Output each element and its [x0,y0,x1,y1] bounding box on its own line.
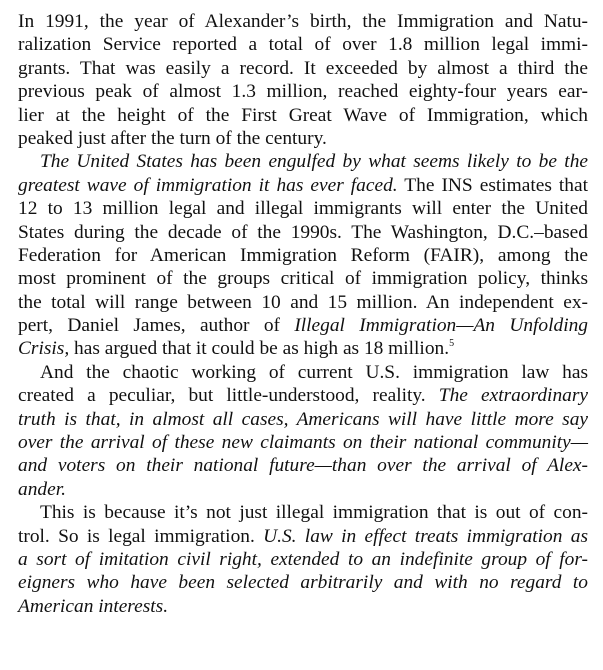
text-line [18,244,588,267]
italic-run: greatest wave of immigration it has ever faced. [18,174,398,196]
text-run: most prominent of the groups critical of immigration policy, thinks [18,268,588,290]
text-run: lier at the height of the First Great Wave of Immigration, which [18,104,588,126]
text-line [18,291,588,314]
text-run: trol. So is legal immigration. [18,525,264,547]
italic-run: a sort of imitation civil right, extended to an indefinite group of for- [18,548,588,570]
text-line [18,104,588,127]
italic-run: over the arrival of these new claimants on their national community— [18,432,588,454]
text-run: States during the decade of the 1990s. The Washington, D.C.–based [18,221,588,243]
text-line [18,501,588,524]
text-line [18,267,588,290]
text-line [18,525,588,548]
text-line [18,150,588,173]
text-run: And the chaotic working of current U.S. immigration law has [40,361,588,383]
book-title: Crisis, [18,338,70,360]
paragraph [18,10,588,150]
text-run: has argued that it could be as high as 18 million. [69,338,450,360]
text-run: In 1991, the year of Alexander’s birth, the Immigration and Natu- [18,11,588,32]
text-line [18,80,588,103]
italic-run: eigners who have been selected arbitrarily and with no regard to [18,572,588,594]
text-run: ralization Service reported a total of over 1.8 million legal immi- [18,34,588,56]
text-line [18,314,588,337]
text-line [18,127,588,150]
book-page [18,10,588,618]
paragraph [18,501,588,618]
text-line [18,454,588,477]
text-line [18,571,588,594]
text-run: Federation for American Immigration Reform (FAIR), among the [18,244,588,266]
italic-run: truth is that, in almost all cases, Americans will have little more say [18,408,588,430]
text-run: 12 to 13 million legal and illegal immigrants will enter the United [18,198,588,220]
text-run: peaked just after the turn of the century. [18,127,327,149]
text-run: pert, Daniel James, author of [18,315,295,337]
italic-run: American interests. [18,595,169,617]
text-line [18,478,588,501]
text-line [18,221,588,244]
text-line [18,174,588,197]
paragraph [18,150,588,361]
footnote-marker: 5 [449,338,455,350]
text-line [18,408,588,431]
text-line [18,57,588,80]
italic-run: and voters on their national future—than over the arrival of Alex- [18,455,588,477]
italic-run: ander. [18,478,66,500]
text-run: previous peak of almost 1.3 million, reached eighty-four years ear- [18,81,588,103]
text-line [18,337,588,360]
text-line [18,361,588,384]
text-line [18,10,588,33]
text-line [18,197,588,220]
book-title: Illegal Immigration—An Unfolding [294,315,588,337]
text-run: The INS estimates that [397,174,588,196]
text-run: created a peculiar, but little-understood, reality. [18,385,439,407]
paragraph [18,361,588,501]
text-run: This is because it’s not just illegal immigration that is out of con- [40,502,588,524]
text-line [18,595,588,618]
text-run: grants. That was easily a record. It exceeded by almost a third the [18,57,588,79]
italic-run: U.S. law in effect treats immigration as [263,525,588,547]
italic-run: The extraordinary [438,385,588,407]
text-line [18,431,588,454]
text-line [18,33,588,56]
text-line [18,548,588,571]
text-run: the total will range between 10 and 15 million. An independent ex- [18,291,588,313]
italic-run: The United States has been engulfed by what seems likely to be the [40,151,588,173]
text-line [18,384,588,407]
